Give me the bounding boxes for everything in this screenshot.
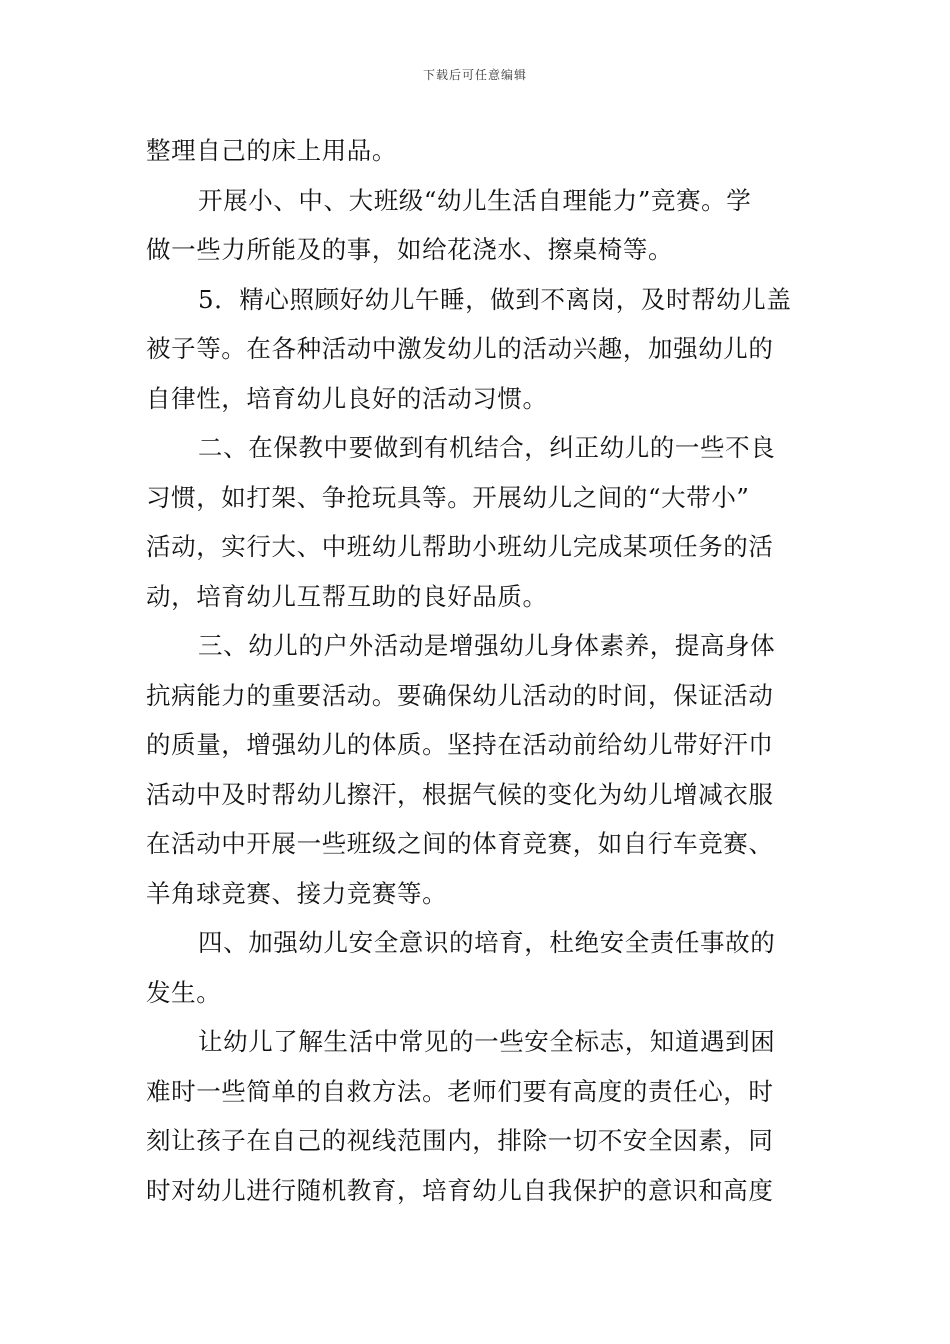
text-line: 活动中及时帮幼儿擦汗，根据气候的变化为幼儿增减衣服 bbox=[146, 779, 774, 809]
text-line: 整理自己的床上用品。 bbox=[146, 136, 397, 165]
text-line: 自律性，培育幼儿良好的活动习惯。 bbox=[146, 383, 548, 413]
text-line: 三、幼儿的户外活动是增强幼儿身体素养，提高身体 bbox=[198, 631, 776, 660]
text-line: 的质量，增强幼儿的体质。坚持在活动前给幼儿带好汗巾 bbox=[146, 730, 774, 759]
text-line: 做一些力所能及的事，如给花浇水、擦桌椅等。 bbox=[146, 235, 674, 264]
text-line: 被子等。在各种活动中激发幼儿的活动兴趣，加强幼儿的 bbox=[146, 334, 774, 363]
page-header: 下载后可任意编辑 bbox=[422, 68, 527, 82]
text-line: 习惯，如打架、争抢玩具等。开展幼儿之间的“大带小” bbox=[146, 482, 750, 512]
text-line: 活动，实行大、中班幼儿帮助小班幼儿完成某项任务的活 bbox=[146, 532, 774, 561]
text-line: 动，培育幼儿互帮互助的良好品质。 bbox=[146, 581, 548, 611]
text-line: 四、加强幼儿安全意识的培育，杜绝安全责任事故的 bbox=[198, 928, 776, 957]
text-line: 刻让孩子在自己的视线范围内，排除一切不安全因素，同 bbox=[146, 1126, 774, 1155]
text-line: 难时一些简单的自救方法。老师们要有高度的责任心，时 bbox=[146, 1076, 774, 1106]
text-line: 发生。 bbox=[146, 977, 222, 1007]
text-line: 在活动中开展一些班级之间的体育竞赛，如自行车竞赛、 bbox=[146, 829, 774, 858]
text-line: 羊角球竞赛、接力竞赛等。 bbox=[146, 878, 448, 908]
text-line: 二、在保教中要做到有机结合，纠正幼儿的一些不良 bbox=[198, 433, 776, 462]
document-body bbox=[146, 126, 812, 1215]
text-line: 时对幼儿进行随机教育，培育幼儿自我保护的意识和高度 bbox=[146, 1175, 774, 1205]
text-line: 抗病能力的重要活动。要确保幼儿活动的时间，保证活动 bbox=[146, 680, 774, 710]
text-line: 让幼儿了解生活中常见的一些安全标志，知道遇到困 bbox=[198, 1027, 776, 1056]
text-line: 5．精心照顾好幼儿午睡，做到不离岗，及时帮幼儿盖 bbox=[198, 284, 792, 314]
text-line: 开展小、中、大班级“幼儿生活自理能力”竞赛。学 bbox=[198, 185, 752, 215]
